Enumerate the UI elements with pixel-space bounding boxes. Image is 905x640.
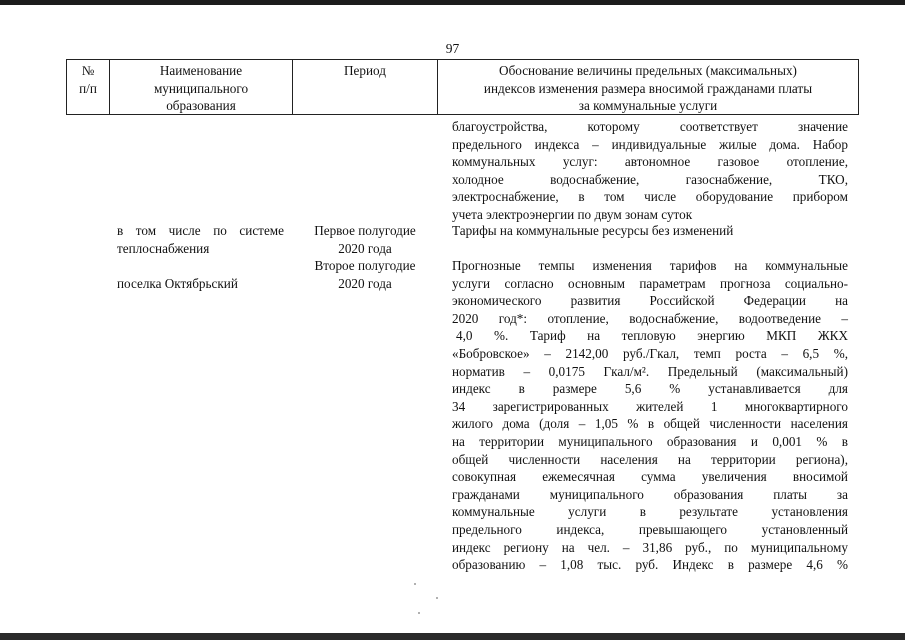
header-municipality: Наименование муниципального образования xyxy=(153,63,249,113)
municipality-name: в том числе по системе теплоснабжения поселка Октябрьский xyxy=(117,223,284,292)
scan-speck xyxy=(436,597,438,599)
scan-speck xyxy=(418,612,420,614)
period-second-half: Второе полугодие 2020 года xyxy=(314,258,416,291)
header-basis: Обоснование величины предельных (максимальных) индексов изменения размера вносимой гражданами платы за коммунальные услуги xyxy=(483,63,813,113)
scan-bottom-edge xyxy=(0,633,905,640)
period-first-half: Первое полугодие 2020 года xyxy=(314,223,416,256)
scan-top-edge xyxy=(0,0,905,5)
header-period: Период xyxy=(344,63,386,78)
table-top-border xyxy=(66,59,859,60)
basis-first-half: Тарифы на коммунальные ресурсы без изменений xyxy=(452,223,734,238)
basis-second-half: Прогнозные темпы изменения тарифов на коммунальные услуги согласно основным параметрам прогноза социально- экономического развития Российской Федерации на 2020 год*: отопление, водоснабжение, водоотведение – 4,0 %. Тариф на тепловую энергию МКП ЖКХ «Бобровское» – 2142,00 руб./Гкал, темп роста – 6,5 %, норматив – 0,0175 Гкал/м². Предельный (максимальный) индекс в размере 5,6 % устанавливается для 34 зарегистрированных жителей 1 многоквартирного жилого дома (доля – 1,05 % в общей численности населения на территории муниципального образования и 0,001 % в общей численности населения на территории региона), совокупная ежемесячная сумма увеличения вносимой гражданами муниципального образования платы за коммунальные услуги в результате установления предельного индекса, превышающего установленный индекс региону на чел. – 31,86 руб., по муниципальному образованию – 1,08 тыс. руб. Индекс в размере 4,6 % xyxy=(452,258,848,573)
header-number: № п/п xyxy=(79,63,97,96)
col-border-right xyxy=(858,59,859,115)
continuation-text: благоустройства, которому соответствует значение предельного индекса – индивидуальные жилые дома. Набор коммунальных услуг: автономное газовое отопление, холодное водоснабжение, газоснабжение, ТКО, электроснабжение, в том числе оборудование прибором учета электроэнергии по двум зонам суток xyxy=(452,119,848,222)
scan-speck xyxy=(414,583,416,585)
page-number: 97 xyxy=(445,41,460,56)
